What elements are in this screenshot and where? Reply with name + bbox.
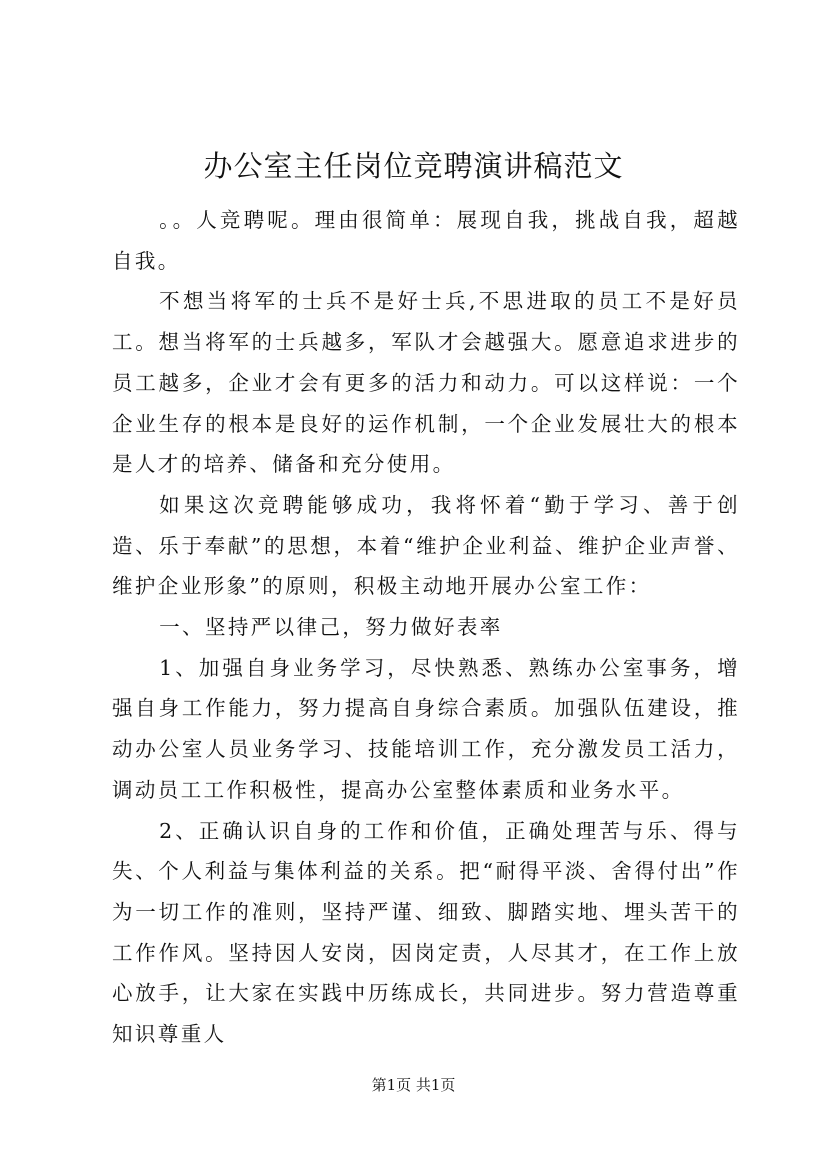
document-title: 办公室主任岗位竞聘演讲稿范文 <box>203 149 624 183</box>
section-heading-1: 一、坚持严以律己，努力做好表率 <box>159 615 503 640</box>
paragraph-intro: 。。人竞聘呢。理由很简单：展现自我，挑战自我，超越自我。 <box>112 208 740 273</box>
document-body <box>112 200 740 1055</box>
paragraph-motivation: 不想当将军的士兵不是好士兵,不思进取的员工不是好员工。想当将军的士兵越多，军队才会越强大。愿意追求进步的员工越多，企业才会有更多的活力和动力。可以这样说：一个企业生存的根本是良好的运作机制，一个企业发展壮大的根本是人才的培养、储备和充分使用。 <box>112 289 740 477</box>
paragraph-commitment: 如果这次竞聘能够成功，我将怀着“勤于学习、善于创造、乐于奉献”的思想，本着“维护企业利益、维护企业声誉、维护企业形象”的原则，积极主动地开展办公室工作： <box>112 492 740 599</box>
page-number-footer: 第1页 共1页 <box>371 1076 456 1094</box>
paragraph-item-2: 2、正确认识自身的工作和价值，正确处理苦与乐、得与失、个人利益与集体利益的关系。把“耐得平淡、舍得付出”作为一切工作的准则，坚持严谨、细致、脚踏实地、埋头苦干的工作作风。坚持因人安岗，因岗定责，人尽其才，在工作上放心放手，让大家在实践中历练成长，共同进步。努力营造尊重知识尊重人 <box>112 818 740 1047</box>
paragraph-item-1: 1、加强自身业务学习，尽快熟悉、熟练办公室事务，增强自身工作能力，努力提高自身综合素质。加强队伍建设，推动办公室人员业务学习、技能培训工作，充分激发员工活力，调动员工工作积极性，提高办公室整体素质和业务水平。 <box>112 655 740 802</box>
